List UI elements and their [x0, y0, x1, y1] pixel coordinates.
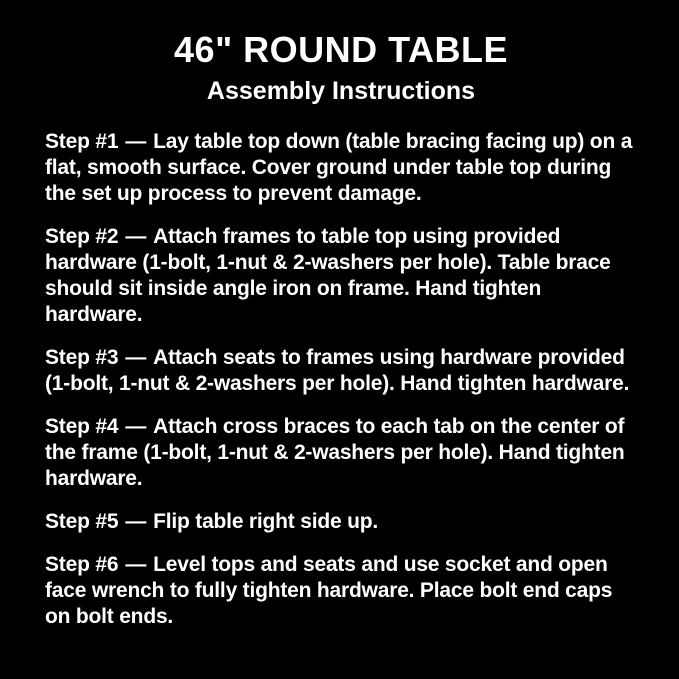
- step-item: [45, 552, 637, 630]
- step-dash: —: [125, 346, 147, 370]
- step-item: [45, 345, 637, 397]
- step-text: Attach cross braces to each tab on the center of the frame (1-bolt, 1-nut & 2-washers per hole). Hand tighten hardware.: [45, 415, 625, 491]
- step-text: Level tops and seats and use socket and open face wrench to fully tighten hardware. Place bolt end caps on bolt ends.: [45, 553, 613, 629]
- step-label: Step #3: [45, 346, 119, 370]
- step-dash: —: [125, 510, 147, 534]
- step-item: [45, 414, 637, 492]
- step-label: Step #2: [45, 225, 119, 249]
- step-label: Step #6: [45, 553, 119, 577]
- step-label: Step #4: [45, 415, 119, 439]
- steps-list: [45, 129, 637, 630]
- step-dash: —: [125, 553, 147, 577]
- step-item: [45, 509, 637, 535]
- page-subtitle: Assembly Instructions: [206, 76, 476, 105]
- step-text: Attach seats to frames using hardware provided (1-bolt, 1-nut & 2-washers per hole). Hand tighten hardware.: [45, 346, 630, 396]
- step-text: Flip table right side up.: [153, 510, 378, 534]
- page-title: 46" ROUND TABLE: [174, 29, 508, 70]
- step-label: Step #5: [45, 510, 119, 534]
- step-item: [45, 224, 637, 328]
- step-text: Lay table top down (table bracing facing up) on a flat, smooth surface. Cover ground under table top during the set up process to prevent damage.: [45, 130, 633, 206]
- step-label: Step #1: [45, 130, 119, 154]
- step-item: [45, 129, 637, 207]
- step-dash: —: [125, 415, 147, 439]
- step-dash: —: [125, 130, 147, 154]
- step-dash: —: [125, 225, 147, 249]
- step-text: Attach frames to table top using provided hardware (1-bolt, 1-nut & 2-washers per hole). Table brace should sit inside angle iron on frame. Hand tighten hardware.: [45, 225, 611, 327]
- poster-header: [45, 30, 637, 105]
